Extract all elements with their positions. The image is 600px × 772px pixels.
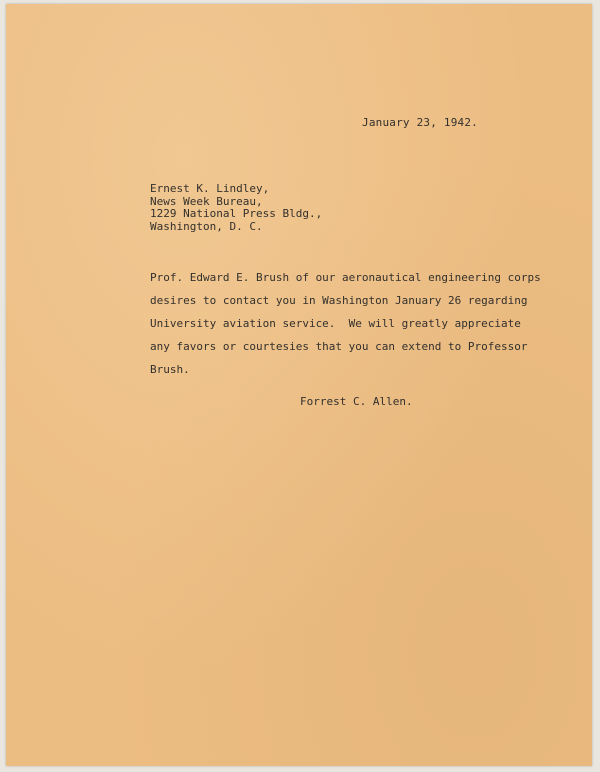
body-line: Prof. Edward E. Brush of our aeronautical engineering corps: [150, 271, 541, 284]
recipient-city: Washington, D. C.: [150, 219, 263, 233]
body-line: University aviation service. We will greatly appreciate: [150, 317, 521, 330]
body-line: any favors or courtesies that you can extend to Professor: [150, 340, 528, 353]
recipient-name: Ernest K. Lindley,: [150, 182, 270, 195]
signature: Forrest C. Allen.: [300, 395, 413, 408]
body-line: desires to contact you in Washington January 26 regarding: [150, 294, 528, 307]
letter-page: [6, 4, 592, 766]
letter-date: January 23, 1942.: [362, 116, 478, 129]
recipient-organization: News Week Bureau,: [150, 194, 263, 208]
recipient-street: 1229 National Press Bldg.,: [150, 207, 323, 220]
letter-body: [150, 266, 550, 381]
body-line: Brush.: [150, 363, 190, 376]
recipient-address: [150, 183, 322, 233]
